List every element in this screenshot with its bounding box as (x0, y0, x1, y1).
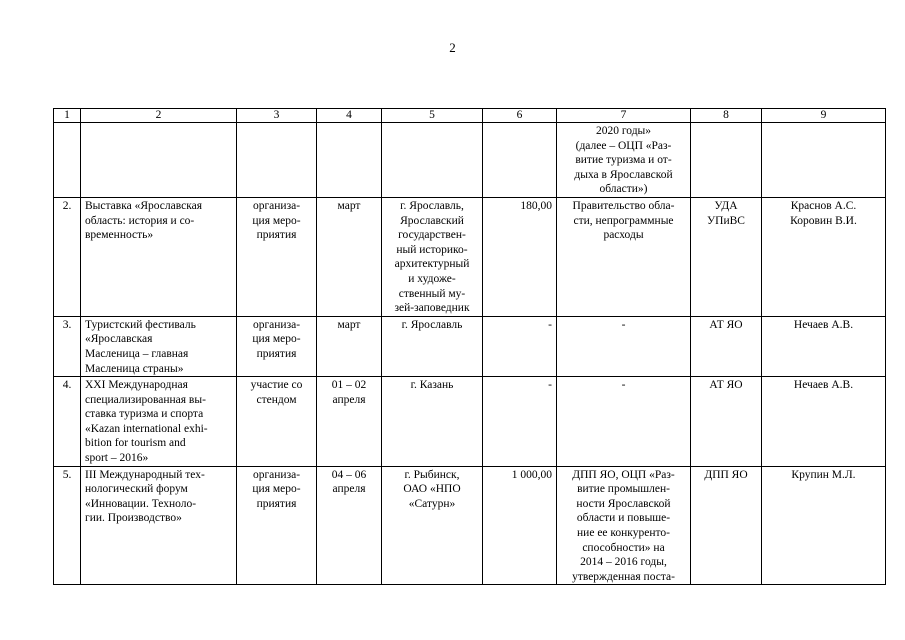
date-cell (317, 377, 382, 467)
location-cell (382, 316, 483, 376)
cell-text-line: Нечаев А.В. (793, 379, 854, 392)
cell-text-line: АТ ЯО (709, 318, 743, 331)
cell-text-line: «Ярославская (85, 333, 153, 346)
cell-text-line: март (337, 318, 361, 331)
cell-text-line: апреля (332, 483, 366, 496)
responsible-org-cell (691, 316, 762, 376)
cell-text-line: АТ ЯО (709, 379, 743, 392)
cell-text-line: ДПП ЯО (704, 468, 748, 481)
column-header: 6 (483, 109, 557, 123)
row-number-cell (54, 466, 81, 585)
cell-text-line: организа- (252, 318, 301, 331)
row-number-cell (54, 316, 81, 376)
cell-text-line: и художе- (408, 272, 456, 285)
cell-text-line: г. Рыбинск, (404, 468, 460, 481)
cell-text-line: участие со (250, 379, 303, 392)
cell-text-line: ние ее конкуренто- (577, 527, 670, 540)
participation-form-cell (237, 466, 317, 585)
responsible-org-cell (691, 123, 762, 198)
funding-source-cell (557, 316, 691, 376)
cell-text-line: 2020 годы» (595, 125, 652, 137)
cell-text-line: г. Ярославль (401, 318, 463, 331)
cell-text-line: 2. (62, 199, 72, 212)
table-row (54, 316, 886, 376)
amount-cell (483, 316, 557, 376)
responsible-person-cell (762, 316, 886, 376)
responsible-org-cell (691, 197, 762, 316)
cell-text-line: ДПП ЯО, ОЦП «Раз- (572, 468, 675, 481)
cell-text-line: «Сатурн» (408, 497, 456, 510)
table-row (54, 123, 886, 198)
table-header-row (54, 109, 886, 123)
cell-text-line: организа- (252, 468, 301, 481)
cell-text-line: приятия (256, 347, 297, 360)
event-name-cell (81, 123, 237, 198)
cell-text-line: sport – 2016» (85, 452, 149, 465)
cell-text-line: области») (599, 183, 648, 196)
cell-text-line: ция меро- (252, 214, 301, 227)
column-header: 7 (557, 109, 691, 123)
cell-text-line: Туристский фестиваль (85, 318, 196, 331)
participation-form-cell (237, 377, 317, 467)
page-number: 2 (449, 40, 456, 55)
cell-text-line: ция меро- (252, 483, 301, 496)
cell-text-line: III Международный тех- (85, 468, 205, 481)
cell-text-line: ственный му- (398, 287, 466, 300)
amount-cell (483, 123, 557, 198)
cell-text-line: витие туризма и от- (575, 154, 672, 167)
column-header: 4 (317, 109, 382, 123)
responsible-person-cell (762, 123, 886, 198)
location-cell (382, 377, 483, 467)
cell-text-line: XXI Международная (85, 379, 188, 392)
date-cell (317, 197, 382, 316)
column-header: 8 (691, 109, 762, 123)
participation-form-cell (237, 123, 317, 198)
cell-text-line: способности» на (582, 541, 665, 554)
participation-form-cell (237, 197, 317, 316)
cell-text-line: апреля (332, 393, 366, 406)
cell-text-line: область: история и со- (85, 214, 195, 227)
cell-text-line: «Инновации. Техноло- (85, 497, 197, 510)
cell-text-line: Ярославский (400, 214, 464, 227)
cell-text-line: специализированная вы- (85, 393, 206, 406)
cell-text-line: март (337, 199, 361, 212)
cell-text-line: 5. (62, 468, 72, 481)
row-number-cell (54, 197, 81, 316)
cell-text-line: приятия (256, 497, 297, 510)
table-row (54, 466, 886, 585)
cell-text-line: УДА (714, 199, 738, 212)
cell-text-line: временность» (85, 229, 154, 242)
cell-text-line: витие промышлен- (577, 483, 670, 496)
cell-text-line: - (548, 318, 552, 331)
date-cell (317, 466, 382, 585)
row-number-cell (54, 123, 81, 198)
event-name-cell (81, 316, 237, 376)
cell-text-line: области и повыше- (576, 512, 671, 525)
cell-text-line: 3. (62, 318, 72, 331)
cell-text-line: - (621, 318, 626, 331)
location-cell (382, 123, 483, 198)
cell-text-line: Нечаев А.В. (793, 318, 854, 331)
event-name-cell (81, 377, 237, 467)
date-cell (317, 316, 382, 376)
location-cell (382, 466, 483, 585)
event-name-cell (81, 466, 237, 585)
cell-text-line: Масленица страны» (85, 362, 184, 375)
column-header: 3 (237, 109, 317, 123)
table-row (54, 197, 886, 316)
cell-text-line: утвержденная поста- (572, 570, 675, 583)
cell-text-line: ный историко- (396, 243, 468, 256)
row-number-cell (54, 377, 81, 467)
cell-text-line: г. Ярославль, (400, 199, 464, 212)
cell-text-line: зей-заповедник (394, 302, 470, 315)
cell-text-line: - (548, 379, 552, 392)
column-header: 1 (54, 109, 81, 123)
cell-text-line: (далее – ОЦП «Раз- (575, 139, 672, 152)
amount-cell (483, 197, 557, 316)
responsible-person-cell (762, 466, 886, 585)
cell-text-line: приятия (256, 229, 297, 242)
cell-text-line: государствен- (398, 229, 466, 242)
location-cell (382, 197, 483, 316)
cell-text-line: Правительство обла- (572, 199, 675, 212)
cell-text-line: ставка туризма и спорта (85, 408, 204, 421)
participation-form-cell (237, 316, 317, 376)
cell-text-line: гии. Производство» (85, 512, 182, 525)
date-cell (317, 123, 382, 198)
event-name-cell (81, 197, 237, 316)
responsible-org-cell (691, 377, 762, 467)
funding-source-cell (557, 466, 691, 585)
cell-text-line: 1 000,00 (511, 468, 552, 481)
cell-text-line: 4. (62, 379, 72, 392)
funding-source-cell (557, 123, 691, 198)
cell-text-line: 04 – 06 (331, 468, 367, 481)
cell-text-line: 01 – 02 (331, 379, 367, 392)
column-header: 2 (81, 109, 237, 123)
cell-text-line: организа- (252, 199, 301, 212)
cell-text-line: 2014 – 2016 годы, (580, 556, 667, 569)
funding-source-cell (557, 377, 691, 467)
cell-text-line: Коровин В.И. (790, 214, 857, 227)
cell-text-line: 180,00 (520, 199, 552, 212)
cell-text-line: сти, непрограммные (573, 214, 674, 227)
responsible-person-cell (762, 377, 886, 467)
column-header: 5 (382, 109, 483, 123)
cell-text-line: Масленица – главная (85, 347, 189, 360)
cell-text-line: архитектурный (394, 258, 470, 271)
table-row (54, 377, 886, 467)
cell-text-line: ОАО «НПО (403, 483, 461, 496)
amount-cell (483, 466, 557, 585)
cell-text-line: bition for tourism and (85, 437, 186, 450)
cell-text-line: Краснов А.С. (790, 199, 857, 212)
cell-text-line: г. Казань (410, 379, 454, 392)
responsible-org-cell (691, 466, 762, 585)
column-header: 9 (762, 109, 886, 123)
cell-text-line: - (621, 379, 626, 392)
cell-text-line: ности Ярославской (576, 497, 671, 510)
responsible-person-cell (762, 197, 886, 316)
funding-source-cell (557, 197, 691, 316)
cell-text-line: Выставка «Ярославская (85, 199, 203, 212)
cell-text-line: дыха в Ярославской (574, 168, 673, 181)
cell-text-line: нологический форум (85, 483, 188, 496)
cell-text-line: стендом (256, 393, 297, 406)
cell-text-line: расходы (603, 229, 644, 242)
cell-text-line: Крупин М.Л. (791, 468, 856, 481)
cell-text-line: ция меро- (252, 333, 301, 346)
cell-text-line: УПиВС (707, 214, 745, 227)
events-table (53, 108, 886, 585)
amount-cell (483, 377, 557, 467)
cell-text-line: «Kazan international exhi- (85, 422, 208, 435)
